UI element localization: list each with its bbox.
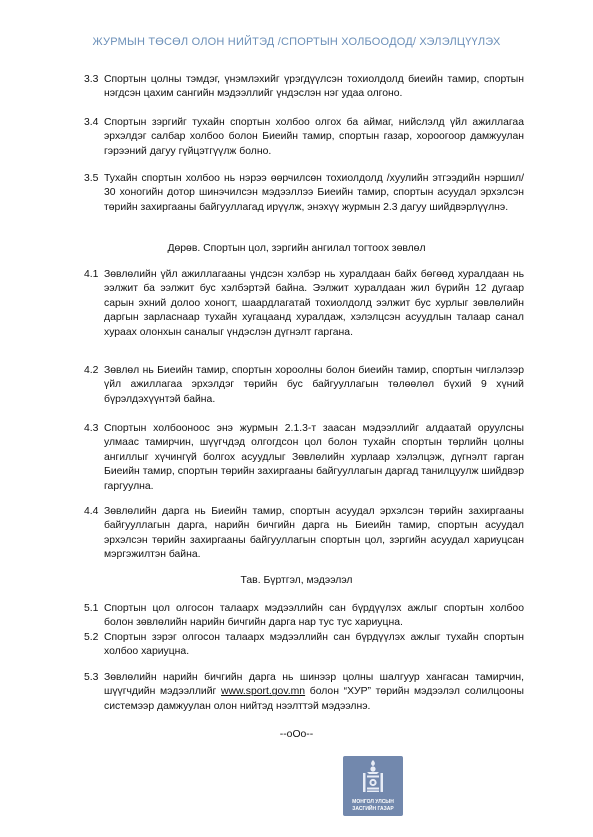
logo-text-line1: МОНГОЛ УЛСЫН [352,799,394,805]
government-logo [343,756,403,816]
clause-text: Спортын цолны тэмдэг, үнэмлэхийг үрэгдүүлсэн тохиолдолд биеийн тамир, спортын нэгдсэн цахим сангийн мэдээллийг үндэслэн нэг удаа олгоно. [104,74,524,100]
clause-number: 5.3 [84,672,99,683]
clause-number: 3.4 [84,117,99,128]
clause-number: 4.1 [84,269,99,280]
clause-number: 3.5 [84,173,99,184]
clause-text: Зөвлөл нь Биеийн тамир, спортын хороолны болон биеийн тамир, спортын чиглэлээр үйл ажиллагаа эрхэлдэг төрийн бус байгууллагын төлөөлөл бүхий 9 хүний бүрэлдэхүүнтэй байна. [104,365,524,405]
clause-text: Спортын зэрэг олгосон талаарх мэдээллийн сан бүрдүүлэх ажлыг тухайн спортын холбоо хариуцна. [104,632,524,658]
clause-text: Зөвлөлийн үйл ажиллагааны үндсэн хэлбэр нь хуралдаан байх бөгөөд хуралдаан нь ээлжит ба ээлжит бус хэлбэртэй байна. Ээлжит хуралдаан жил бүрийн 12 дугаар сарын эхний долоо хоногт, шаардлагатай тохиолдолд ээлжит бус хурлыг зөвлөлийн даргын зарласнаар тухайн хугацаанд хуралдаж, хэлэлцсэн асуудлын талаар санал хураах олонхын саналыг үндэслэн дүгнэлт гаргана. [104,269,524,338]
logo-text-line2: ЗАСГИЙН ГАЗАР [352,806,394,812]
clause-number: 5.2 [84,632,99,643]
clause-text [104,671,524,714]
clause-text: Спортын зэргийг тухайн спортын холбоо олгох ба аймаг, нийслэлд үйл ажиллагаа эрхэлдэг салбар холбоо болон Биеийн тамир, спортын газар, хороогоор дамжуулан гэрээний дагуу гүйцэтгүүлж болно. [104,117,524,157]
closing-mark: --oOo-- [279,729,314,740]
section-5-heading: Тав. Бүртгэл, мэдээлэл [240,575,353,586]
clause-text: Тухайн спортын холбоо нь нэрээ өөрчилсөн тохиолдолд /хуулийн этгээдийн нэршил/ 30 хоногийн дотор шинэчилсэн мэдээллээ Биеийн тамир, спортын асуудал эрхэлсэн төрийн захиргааны байгууллагад ирүүлж, энэхүү журмын 2.3 дагуу шийдвэрлүүлнэ. [104,173,524,213]
soyombo-emblem-icon [359,759,387,793]
sport-website-link[interactable]: www.sport.gov.mn [220,686,306,698]
clause-text: Зөвлөлийн дарга нь Биеийн тамир, спортын асуудал эрхэлсэн төрийн захиргааны байгууллагын дарга, нарийн бичгийн дарга нь Биеийн тамир, спортын асуудал эрхэлсэн төрийн захиргааны байгууллагын спортын цол, зэргийн асуудал хариуцсан мэргэжилтэн байна. [104,506,524,561]
clause-text-before: Зөвлөлийн нарийн бичгийн дарга нь шинээр цолны шалгуур хангасан тамирчин, шүүгчдийн мэдээллийг [104,672,524,698]
clause-number: 4.2 [84,365,99,376]
clause-text: Спортын холбооноос энэ журмын 2.1.3-т заасан мэдээллийг алдаатай оруулсны улмаас тамирчин, шүүгчдэд олгогдсон цол болон тухайн спортын төрлийн цолны ангиллыг хүчингүй болгох асуудлыг Зөвлөлийн хурлаар хэлэлцэж, дүгнэлт гарган Биеийн тамир, спортын төрийн захиргааны байгууллагын даргад танилцуулж шийдвэр гаргуулна. [104,423,524,492]
clause-text-after: болон “ХУР” төрийн мэдээлэл солилцооны системээр дамжуулан олон нийтэд нээлттэй мэдээлнэ. [104,686,524,712]
clause-text: Спортын цол олгосон талаарх мэдээллийн сан бүрдүүлэх ажлыг спортын холбоо болон зөвлөлийн нарийн бичгийн дарга нар тус тус хариуцна. [104,603,524,629]
page-header-title: ЖУРМЫН ТӨСӨЛ ОЛОН НИЙТЭД /СПОРТЫН ХОЛБООДОД/ ХЭЛЭЛЦҮҮЛЭХ [92,36,501,48]
clause-number: 4.4 [84,506,99,517]
clause-number: 3.3 [84,74,99,85]
clause-number: 5.1 [84,603,99,614]
clause-number: 4.3 [84,423,99,434]
section-4-heading: Дөрөв. Спортын цол, зэргийн ангилал тогтоох зөвлөл [167,243,426,254]
